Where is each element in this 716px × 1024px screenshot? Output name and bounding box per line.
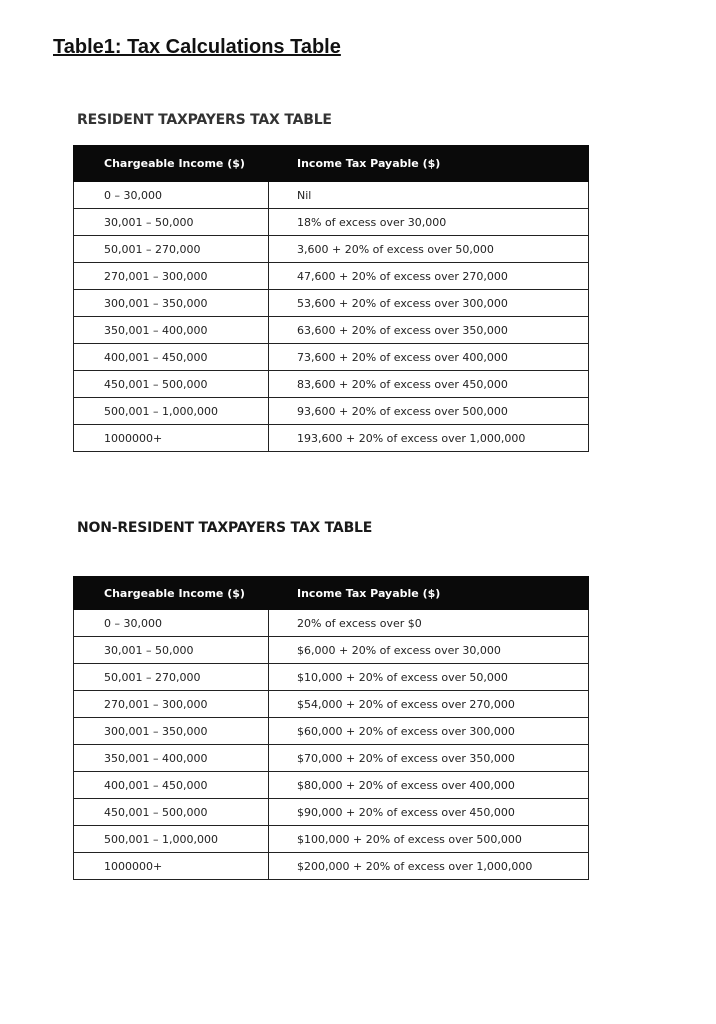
cell-chargeable-income: 300,001 – 350,000 [74,290,269,317]
table-header-row [74,577,589,610]
table-row [74,772,589,799]
cell-income-tax-payable: $6,000 + 20% of excess over 30,000 [269,637,589,664]
cell-income-tax-payable: $10,000 + 20% of excess over 50,000 [269,664,589,691]
cell-income-tax-payable: $54,000 + 20% of excess over 270,000 [269,691,589,718]
cell-income-tax-payable: $60,000 + 20% of excess over 300,000 [269,718,589,745]
cell-chargeable-income: 350,001 – 400,000 [74,745,269,772]
cell-chargeable-income: 0 – 30,000 [74,182,269,209]
table-row [74,826,589,853]
table-row [74,691,589,718]
cell-chargeable-income: 500,001 – 1,000,000 [74,398,269,425]
table-row [74,799,589,826]
table-row [74,745,589,772]
cell-chargeable-income: 400,001 – 450,000 [74,772,269,799]
table-row [74,425,589,452]
nonresident-table-body [74,610,589,880]
table-row [74,236,589,263]
cell-income-tax-payable: 193,600 + 20% of excess over 1,000,000 [269,425,589,452]
table-row [74,637,589,664]
resident-tax-table [73,145,589,452]
column-header-chargeable-income: Chargeable Income ($) [74,577,269,610]
cell-chargeable-income: 350,001 – 400,000 [74,317,269,344]
cell-chargeable-income: 300,001 – 350,000 [74,718,269,745]
table-row [74,344,589,371]
cell-income-tax-payable: $100,000 + 20% of excess over 500,000 [269,826,589,853]
cell-income-tax-payable: $70,000 + 20% of excess over 350,000 [269,745,589,772]
document-title: Table1: Tax Calculations Table [53,36,341,58]
cell-income-tax-payable: 53,600 + 20% of excess over 300,000 [269,290,589,317]
table-row [74,718,589,745]
column-header-income-tax-payable: Income Tax Payable ($) [269,146,589,182]
cell-chargeable-income: 400,001 – 450,000 [74,344,269,371]
cell-income-tax-payable: Nil [269,182,589,209]
cell-income-tax-payable: 73,600 + 20% of excess over 400,000 [269,344,589,371]
cell-income-tax-payable: $90,000 + 20% of excess over 450,000 [269,799,589,826]
resident-table-body [74,182,589,452]
cell-chargeable-income: 1000000+ [74,853,269,880]
table-row [74,317,589,344]
table-row [74,664,589,691]
cell-chargeable-income: 50,001 – 270,000 [74,236,269,263]
table-row [74,263,589,290]
table-row [74,182,589,209]
nonresident-tax-table [73,576,589,880]
table-row [74,610,589,637]
cell-income-tax-payable: 18% of excess over 30,000 [269,209,589,236]
cell-income-tax-payable: $200,000 + 20% of excess over 1,000,000 [269,853,589,880]
table-row [74,853,589,880]
resident-table-heading: RESIDENT TAXPAYERS TAX TABLE [77,112,332,128]
cell-chargeable-income: 50,001 – 270,000 [74,664,269,691]
table-row [74,209,589,236]
cell-income-tax-payable: $80,000 + 20% of excess over 400,000 [269,772,589,799]
table-row [74,371,589,398]
cell-income-tax-payable: 3,600 + 20% of excess over 50,000 [269,236,589,263]
table-row [74,290,589,317]
cell-chargeable-income: 30,001 – 50,000 [74,209,269,236]
cell-chargeable-income: 270,001 – 300,000 [74,691,269,718]
cell-chargeable-income: 270,001 – 300,000 [74,263,269,290]
cell-chargeable-income: 1000000+ [74,425,269,452]
cell-income-tax-payable: 63,600 + 20% of excess over 350,000 [269,317,589,344]
cell-income-tax-payable: 47,600 + 20% of excess over 270,000 [269,263,589,290]
cell-income-tax-payable: 93,600 + 20% of excess over 500,000 [269,398,589,425]
cell-income-tax-payable: 20% of excess over $0 [269,610,589,637]
cell-chargeable-income: 500,001 – 1,000,000 [74,826,269,853]
table-header-row [74,146,589,182]
column-header-chargeable-income: Chargeable Income ($) [74,146,269,182]
cell-chargeable-income: 30,001 – 50,000 [74,637,269,664]
nonresident-table-heading: NON-RESIDENT TAXPAYERS TAX TABLE [77,520,373,536]
cell-income-tax-payable: 83,600 + 20% of excess over 450,000 [269,371,589,398]
column-header-income-tax-payable: Income Tax Payable ($) [269,577,589,610]
cell-chargeable-income: 450,001 – 500,000 [74,799,269,826]
cell-chargeable-income: 450,001 – 500,000 [74,371,269,398]
cell-chargeable-income: 0 – 30,000 [74,610,269,637]
table-row [74,398,589,425]
